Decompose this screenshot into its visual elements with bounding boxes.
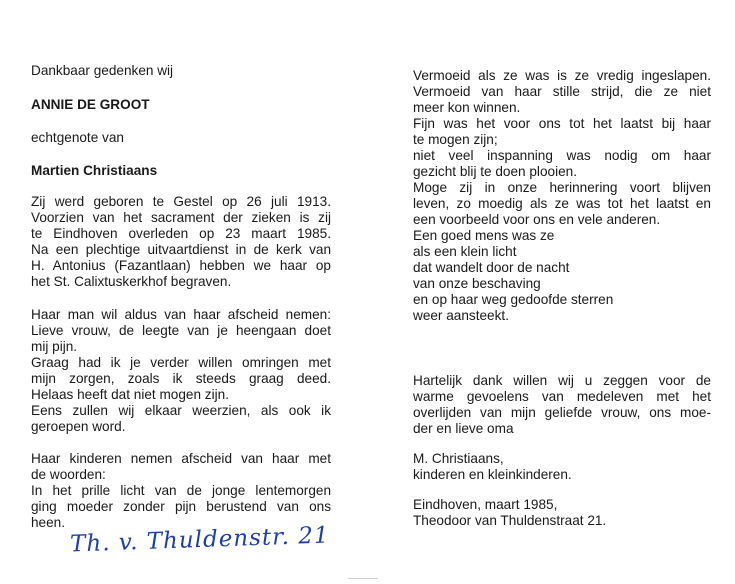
farewell-line: Helaas heeft dat niet mogen zijn. xyxy=(31,387,229,402)
bio-line: H. Antonius (Fazantlaan) hebben we haar op xyxy=(31,258,331,273)
intro-text: Dankbaar gedenken wij xyxy=(31,63,174,78)
signature-line: M. Christiaans, xyxy=(413,451,504,466)
address-line: Eindhoven, maart 1985, xyxy=(413,497,558,512)
bio-line: Na een plechtige uitvaartdienst in de kerk van xyxy=(31,242,331,257)
poem-line: gezicht blij te doen plooien. xyxy=(413,164,577,179)
poem-line: Moge zij in onze herinnering voort blijven xyxy=(413,180,711,195)
farewell-line: geroepen word. xyxy=(31,419,126,434)
thanks-line: overlijden van mijn geliefde vrouw, ons moe- xyxy=(413,405,711,420)
signature-line: kinderen en kleinkinderen. xyxy=(413,467,572,482)
children-line: ging moeder zonder pijn berustend van ons xyxy=(31,499,331,514)
bio-line: het St. Calixtuskerkhof begraven. xyxy=(31,274,232,289)
children-line: In het prille licht van de jonge lentemorgen xyxy=(31,483,331,498)
bio-line: Voorzien van het sacrament der zieken is zij xyxy=(31,210,331,225)
poem-line: Een goed mens was ze xyxy=(413,228,555,243)
farewell-line: Graag had ik je verder willen omringen met xyxy=(31,355,331,370)
farewell-line: Eens zullen wij elkaar weerzien, als ook ik xyxy=(31,403,331,418)
poem-line: een voorbeeld voor ons en vele anderen. xyxy=(413,212,661,227)
poem-line: niet veel inspanning was nodig om haar xyxy=(413,148,711,163)
children-line: Haar kinderen nemen afscheid van haar met xyxy=(31,451,331,466)
relation-text: echtgenote van xyxy=(31,130,124,145)
children-line: heen. xyxy=(31,515,66,530)
poem-line: te mogen zijn; xyxy=(413,132,498,147)
poem-line: Vermoeid van haar stille strijd, die ze niet xyxy=(413,84,711,99)
address-line: Theodoor van Thuldenstraat 21. xyxy=(413,513,607,528)
scan-mark xyxy=(348,578,378,579)
handwritten-address-note: Th. v. Thuldenstr. 21 xyxy=(69,522,330,558)
bio-line: te Eindhoven overleden op 23 maart 1985. xyxy=(31,226,331,241)
poem-line: leven, zo moedig als ze was tot het laatst en xyxy=(413,196,711,211)
poem-line: Vermoeid als ze was is ze vredig ingeslapen. xyxy=(413,68,711,83)
children-line: de woorden: xyxy=(31,467,106,482)
poem-line: weer aansteekt. xyxy=(413,308,509,323)
deceased-name: ANNIE DE GROOT xyxy=(31,97,150,112)
thanks-line: der en lieve oma xyxy=(413,421,514,436)
farewell-line: Haar man wil aldus van haar afscheid nemen: xyxy=(31,307,331,322)
spouse-name: Martien Christiaans xyxy=(31,163,158,178)
farewell-line: mij pijn. xyxy=(31,339,78,354)
poem-line: van onze beschaving xyxy=(413,276,541,291)
thanks-line: Hartelijk dank willen wij u zeggen voor de xyxy=(413,373,711,388)
farewell-line: mijn zorgen, zoals ik steeds graag deed. xyxy=(31,371,331,386)
poem-line: dat wandelt door de nacht xyxy=(413,260,570,275)
thanks-line: warme gevoelens van medeleven met het xyxy=(413,389,711,404)
poem-line: en op haar weg gedoofde sterren xyxy=(413,292,614,307)
bio-line: Zij werd geboren te Gestel op 26 juli 1913. xyxy=(31,194,331,209)
poem-line: meer kon winnen. xyxy=(413,100,521,115)
poem-line: Fijn was het voor ons tot het laatst bij haar xyxy=(413,116,711,131)
poem-line: als een klein licht xyxy=(413,244,517,259)
farewell-line: Lieve vrouw, de leegte van je heengaan doet xyxy=(31,323,331,338)
